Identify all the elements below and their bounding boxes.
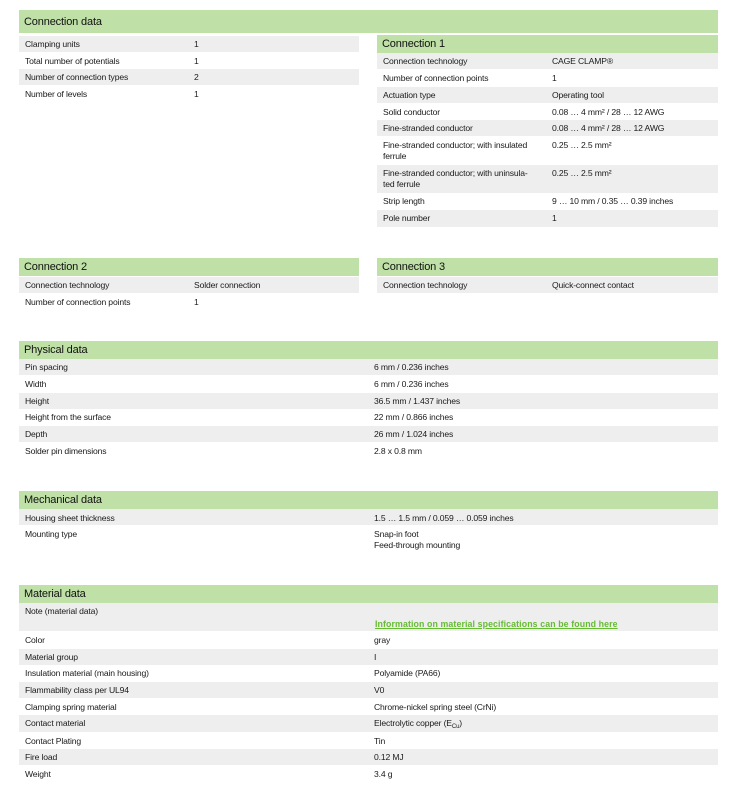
row-label: Height from the surface <box>25 412 111 422</box>
row-label: Fine-stranded conductor <box>383 123 473 133</box>
row-label: Housing sheet thickness <box>25 513 115 523</box>
row-label: Height <box>25 396 49 406</box>
row-label: Total number of potentials <box>25 56 120 66</box>
table-row <box>377 104 718 120</box>
row-label: Clamping spring material <box>25 702 117 712</box>
table-row <box>19 443 718 459</box>
row-value: 22 mm / 0.866 inches <box>374 412 454 422</box>
connection1-header: Connection 1 <box>377 35 718 53</box>
row-value: 0.12 MJ <box>374 752 404 762</box>
row-value: 1 <box>194 297 199 307</box>
row-value: 2 <box>194 72 199 82</box>
row-value: 26 mm / 1.024 inches <box>374 429 454 439</box>
row-label: Clamping units <box>25 39 80 49</box>
row-value: Quick-connect contact <box>552 280 634 290</box>
row-value: 0.25 … 2.5 mm² <box>552 168 612 178</box>
table-row <box>19 426 718 442</box>
row-value: Tin <box>374 736 386 746</box>
row-value: gray <box>374 635 391 645</box>
table-row <box>19 682 718 698</box>
row-value: Electrolytic copper $(E_{Cu})$ <box>374 718 462 730</box>
row-value: 36.5 mm / 1.437 inches <box>374 396 461 406</box>
table-row <box>19 509 718 525</box>
row-label: Note (material data) <box>25 606 98 616</box>
mechanical-data-header: Mechanical data <box>19 491 718 509</box>
table-row <box>377 120 718 136</box>
row-value: 0.08 … 4 mm² / 28 … 12 AWG <box>552 123 665 133</box>
row-label: Strip length <box>383 196 425 206</box>
physical-data-header: Physical data <box>19 341 718 359</box>
table-row <box>19 603 718 631</box>
row-label: Material group <box>25 652 78 662</box>
row-label: Flammability class per UL94 <box>25 685 129 695</box>
row-label: Solid conductor <box>383 107 440 117</box>
row-label: Number of levels <box>25 89 88 99</box>
row-value: Operating tool <box>552 90 604 100</box>
row-label: Actuation type <box>383 90 436 100</box>
row-label: Contact material <box>25 718 86 728</box>
material-specifications-link[interactable]: Information on material specifications can be found here <box>375 619 618 629</box>
row-value: 9 … 10 mm / 0.35 … 0.39 inches <box>552 196 674 206</box>
row-label: Fire load <box>25 752 58 762</box>
row-label: Fine-stranded conductor; with uninsula- ted ferrule <box>383 168 528 189</box>
table-row <box>377 210 718 227</box>
table-row <box>19 409 718 425</box>
row-value: 3.4 g <box>374 769 393 779</box>
row-value: Solder connection <box>194 280 261 290</box>
row-value: CAGE CLAMP® <box>552 56 614 66</box>
row-label: Width <box>25 379 47 389</box>
table-row <box>19 53 359 69</box>
table-row <box>19 649 718 665</box>
row-label: Pole number <box>383 213 431 223</box>
table-row <box>377 70 718 86</box>
table-row <box>19 36 359 52</box>
row-label: Pin spacing <box>25 362 68 372</box>
table-row <box>19 766 718 782</box>
row-value: 1 <box>194 39 199 49</box>
table-row <box>377 87 718 103</box>
table-row <box>377 165 718 193</box>
table-row <box>19 749 718 765</box>
table-row <box>377 53 718 69</box>
row-label: Weight <box>25 769 51 779</box>
row-value: Polyamide (PA66) <box>374 668 441 678</box>
connection2-header: Connection 2 <box>19 258 359 276</box>
table-row <box>19 665 718 681</box>
row-label: Contact Plating <box>25 736 82 746</box>
table-row <box>19 393 718 409</box>
table-row <box>19 376 718 392</box>
row-value: 0.08 … 4 mm² / 28 … 12 AWG <box>552 107 665 117</box>
row-label: Connection technology <box>383 56 468 66</box>
table-row <box>377 137 718 164</box>
table-row <box>19 294 359 310</box>
table-row <box>377 277 718 293</box>
row-value: 1 <box>194 89 199 99</box>
row-label: Number of connection types <box>25 72 129 82</box>
row-value: 1 <box>552 213 557 223</box>
row-label: Color <box>25 635 45 645</box>
table-row <box>19 359 718 375</box>
row-value: 2.8 x 0.8 mm <box>374 446 422 456</box>
table-row <box>19 715 718 732</box>
row-value: 1.5 … 1.5 mm / 0.059 … 0.059 inches <box>374 513 514 523</box>
table-row <box>19 733 718 749</box>
row-value: Snap-in foot Feed-through mounting <box>374 529 461 550</box>
row-value: 1 <box>194 56 199 66</box>
row-label: Solder pin dimensions <box>25 446 107 456</box>
row-label: Connection technology <box>383 280 468 290</box>
row-value: 1 <box>552 73 557 83</box>
row-value: 6 mm / 0.236 inches <box>374 379 449 389</box>
table-row <box>19 86 359 102</box>
table-row <box>19 526 718 554</box>
row-value: 6 mm / 0.236 inches <box>374 362 449 372</box>
row-label: Number of connection points <box>25 297 131 307</box>
row-value: 0.25 … 2.5 mm² <box>552 140 612 150</box>
row-label: Depth <box>25 429 48 439</box>
row-value: I <box>374 652 377 662</box>
table-row <box>19 632 718 648</box>
connection3-header: Connection 3 <box>377 258 718 276</box>
row-label: Mounting type <box>25 529 78 539</box>
row-label: Insulation material (main housing) <box>25 668 149 678</box>
row-label: Fine-stranded conductor; with insulated ferrule <box>383 140 528 161</box>
table-row <box>19 699 718 715</box>
row-label: Number of connection points <box>383 73 489 83</box>
connection-data-header: Connection data <box>19 10 718 33</box>
material-data-header: Material data <box>19 585 718 603</box>
row-label: Connection technology <box>25 280 110 290</box>
table-row <box>19 69 359 85</box>
row-value: Chrome-nickel spring steel (CrNi) <box>374 702 497 712</box>
table-row <box>19 277 359 293</box>
table-row <box>377 193 718 209</box>
row-value: V0 <box>374 685 385 695</box>
